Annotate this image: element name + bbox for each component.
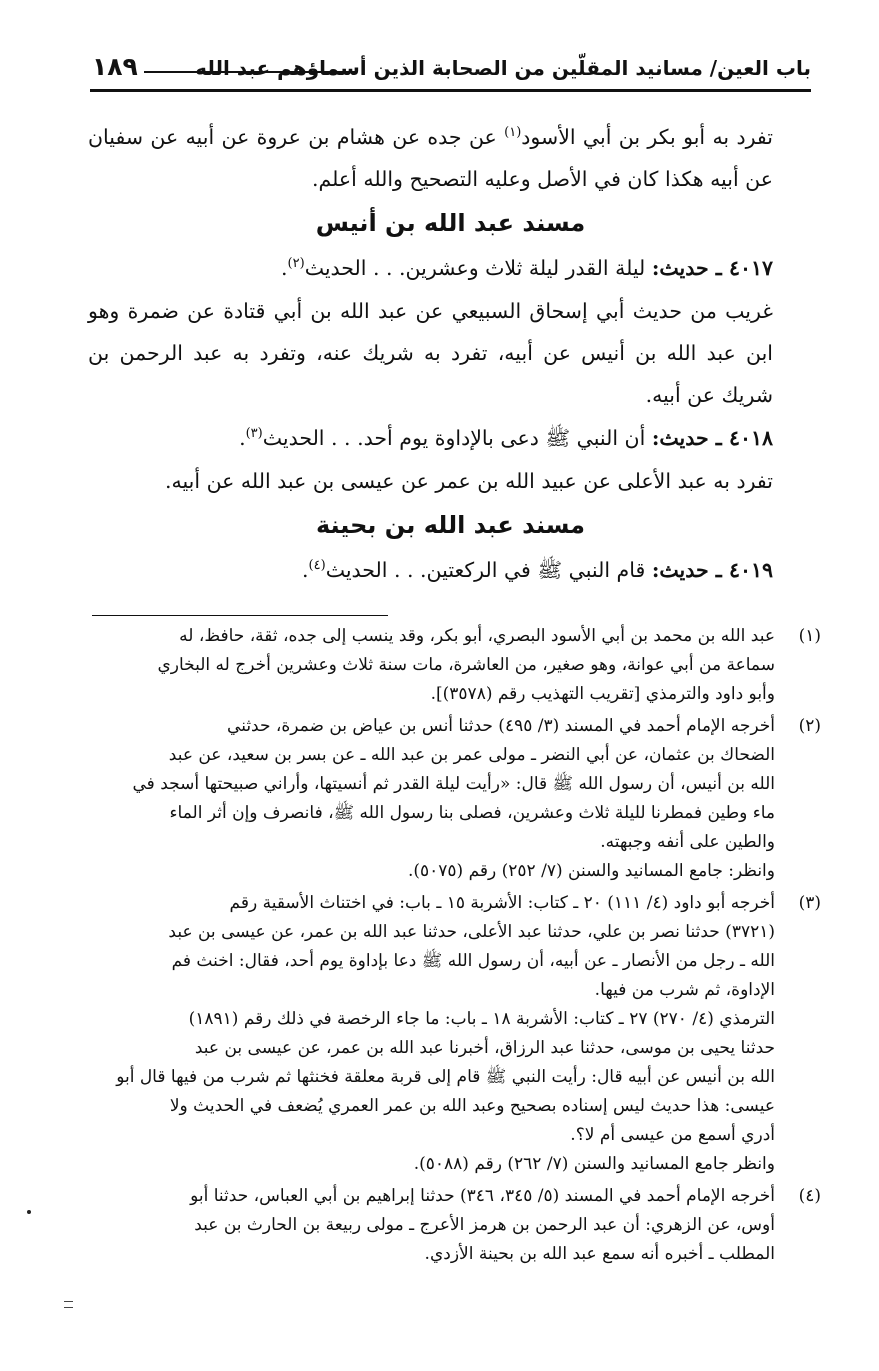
header-dash-line <box>144 71 356 73</box>
footnote-number: (٣) <box>798 893 821 913</box>
main-text <box>88 116 813 592</box>
footnote-number: (٤) <box>798 1186 821 1206</box>
footnote-2 <box>72 712 821 886</box>
footnote-line: عيسى: هذا حديث ليس إسناده بصحيح وعبد الله بن عمر العمري يُضعف في الحديث ولا <box>169 1096 775 1116</box>
footnote-number: (١) <box>798 626 821 646</box>
hadith-4017: ٤٠١٧ ـ حديث: ليلة القدر ليلة ثلاث وعشرين. . . الحديث$^{(٢)}$. <box>281 256 773 280</box>
footnote-line: الإداوة، ثم شرب من فيها. <box>594 980 775 1000</box>
footnote-line: (٣٧٢١) حدثنا نصر بن علي، حدثنا عبد الأعلى، حدثنا عبد الله بن عمر، عن عيسى بن عبد <box>168 922 775 942</box>
header-title: باب العين/ مسانيد المقلّين من الصحابة الذين أسماؤهم عبد الله <box>195 56 811 80</box>
section-heading-buhayna: مسند عبد الله بن بحينة <box>315 511 586 539</box>
footnote-1 <box>72 622 821 709</box>
footnote-separator <box>92 615 388 616</box>
footnote-line: الضحاك بن عثمان، عن أبي النضر ـ مولى عمر بن عبد الله ـ عن بسر بن سعيد، عن عبد <box>168 745 775 765</box>
footnote-3 <box>72 889 821 1179</box>
footnote-line: أدري أسمع من عيسى أم لا؟. <box>570 1125 775 1145</box>
footnote-line: أخرجه الإمام أحمد في المسند (٥/ ٣٤٥، ٣٤٦) حدثنا إبراهيم بن أبي العباس، حدثنا أبو <box>190 1186 775 1206</box>
hadith-4019-label: ٤٠١٩ ـ حديث: <box>651 558 773 582</box>
footnote-line: وانظر جامع المسانيد والسنن (٧/ ٢٦٢) رقم (٥٠٨٨). <box>413 1154 775 1174</box>
footnote-line: المطلب ـ أخبره أنه سمع عبد الله بن بحينة الأزدي. <box>424 1244 775 1264</box>
footnote-line: أخرجه أبو داود (٤/ ١١١) ٢٠ ـ كتاب: الأشربة ١٥ ـ باب: في اختناث الأسقية رقم <box>229 893 775 913</box>
footnote-line: والطين على أنفه وجبهته. <box>600 832 775 852</box>
footnote-4 <box>72 1182 821 1269</box>
footnote-line: ماء وطين فمطرنا لليلة ثلاث وعشرين، فصلى بنا رسول الله ﷺ، فانصرف وإن أثر الماء <box>169 803 775 823</box>
footnote-line: عبد الله بن محمد بن أبي الأسود البصري، أبو بكر، وقد ينسب إلى جده، ثقة، حافظ، له <box>179 626 775 646</box>
page-number: ١٨٩ <box>92 52 138 81</box>
footnote-line: الله بن أنيس، أن رسول الله ﷺ قال: «رأيت ليلة القدر ثم أنسيتها، وأراني صبيحتها أسجد في <box>132 774 775 794</box>
intro-paragraph <box>88 116 813 200</box>
hadith-4018: ٤٠١٨ ـ حديث: أن النبي ﷺ دعى بالإداوة يوم أحد. . . الحديث$^{(٣)}$. <box>239 426 773 450</box>
footnote-line: الله ـ رجل من الأنصار ـ عن أبيه، أن رسول الله ﷺ دعا بإداوة يوم أحد، فقال: اخنث فم <box>171 951 775 971</box>
footnote-line: الترمذي (٤/ ٢٧٠) ٢٧ ـ كتاب: الأشربة ١٨ ـ باب: ما جاء الرخصة في ذلك رقم (١٨٩١) <box>188 1009 775 1029</box>
footnote-line: أوس، عن الزهري: أن عبد الرحمن بن هرمز الأعرج ـ مولى ربيعة بن الحارث بن عبد <box>194 1215 775 1235</box>
hadith-4019: ٤٠١٩ ـ حديث: قام النبي ﷺ في الركعتين. . . الحديث$^{(٤)}$. <box>302 558 773 582</box>
footnote-ref-1: (١) <box>504 125 522 141</box>
hadith-4017-label: ٤٠١٧ ـ حديث: <box>651 256 773 280</box>
footnote-line: أخرجه الإمام أحمد في المسند (٣/ ٤٩٥) حدثنا أنس بن عياض بن ضمرة، حدثني <box>227 716 775 736</box>
intro-text-2: عن جده عن هشام بن عروة عن أبيه عن سفيان عن أبيه هكذا كان في الأصل وعليه التصحيح والله أعلم. <box>88 125 773 191</box>
note-4017: غريب من حديث أبي إسحاق السبيعي عن عبد الله بن أبي قتادة عن ضمرة وهو ابن عبد الله بن أنيس عن أبيه، تفرد به شريك عنه، وتفرد به عبد الرحمن بن شريك عن أبيه. <box>88 299 773 407</box>
hadith-4019-text: قام النبي ﷺ في الركعتين. . . الحديث <box>325 558 646 582</box>
header-rule <box>90 89 811 92</box>
hadith-4017-text: ليلة القدر ليلة ثلاث وعشرين. . . الحديث <box>304 256 646 280</box>
footnote-ref-4: (٤) <box>308 558 326 574</box>
running-header <box>92 50 811 86</box>
section-heading-anis: مسند عبد الله بن أنيس <box>315 209 586 237</box>
margin-tick-mark <box>64 1301 73 1308</box>
footnote-line: حدثنا يحيى بن موسى، حدثنا عبد الرزاق، أخبرنا عبد الله بن عمر، عن عيسى بن عبد <box>194 1038 775 1058</box>
note-4018: تفرد به عبد الأعلى عن عبيد الله بن عمر عن عيسى بن عبد الله عن أبيه. <box>164 469 773 493</box>
footnote-line: سماعة من أبي عوانة، وهو صغير، من العاشرة، مات سنة ثلاث وعشرين أخرج له البخاري <box>157 655 775 675</box>
margin-dot-mark <box>27 1210 31 1214</box>
footnote-number: (٢) <box>798 716 821 736</box>
footnotes <box>72 622 821 1272</box>
hadith-4018-label: ٤٠١٨ ـ حديث: <box>651 426 773 450</box>
footnote-ref-3: (٣) <box>245 426 263 442</box>
footnote-line: وانظر: جامع المسانيد والسنن (٧/ ٢٥٢) رقم (٥٠٧٥). <box>407 861 775 881</box>
footnote-line: الله بن أنيس عن أبيه قال: رأيت النبي ﷺ قام إلى قربة معلقة فخنثها ثم شرب من فيها قال أبو <box>116 1067 775 1087</box>
footnote-ref-2: (٢) <box>287 256 305 272</box>
hadith-4018-text: أن النبي ﷺ دعى بالإداوة يوم أحد. . . الحديث <box>262 426 646 450</box>
footnote-line: وأبو داود والترمذي [تقريب التهذيب رقم (٣٥٧٨)]. <box>430 684 775 704</box>
intro-text-1: تفرد به أبو بكر بن أبي الأسود <box>521 125 773 149</box>
